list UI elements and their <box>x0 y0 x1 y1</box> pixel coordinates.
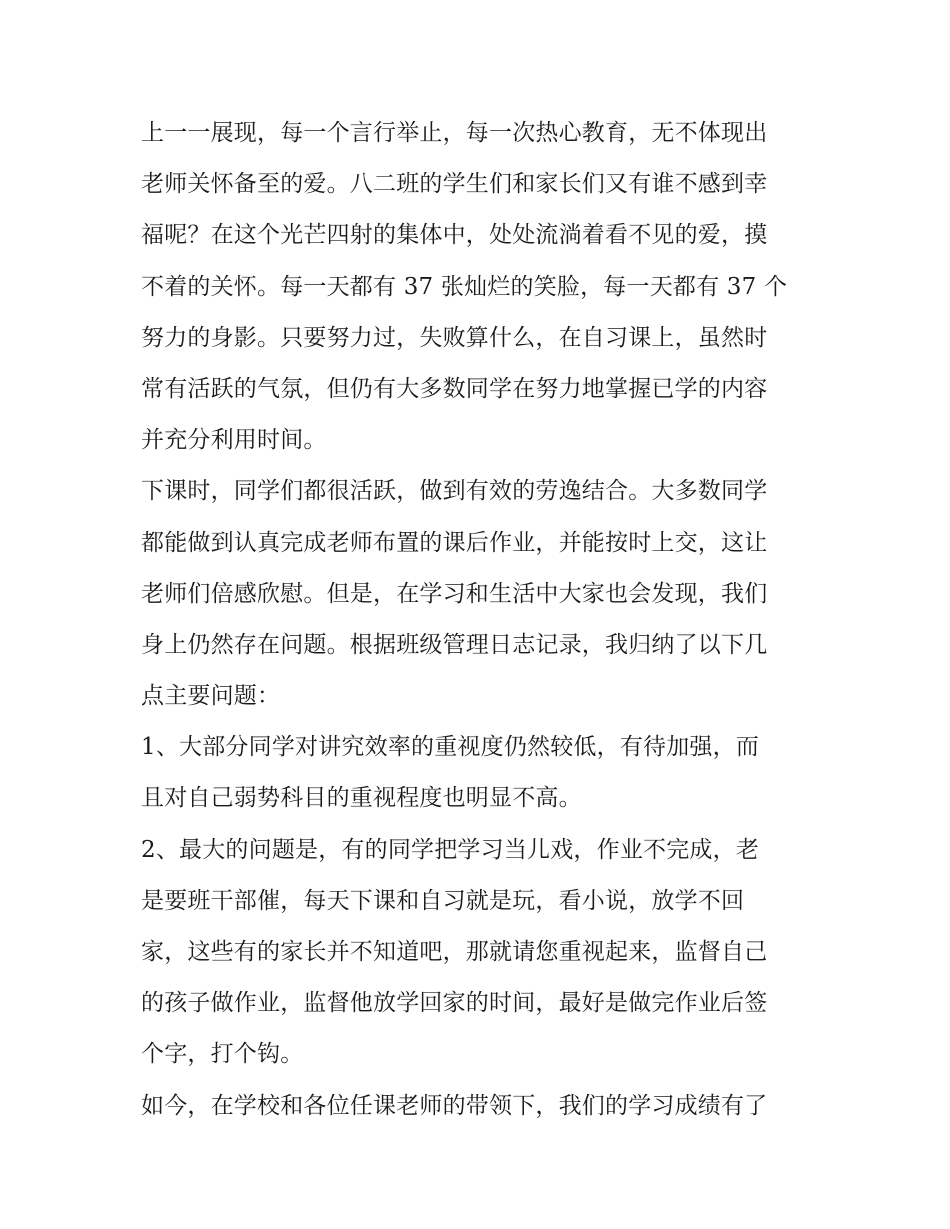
text-line: 家，这些有的家长并不知道吧，那就请您重视起来，监督自己 <box>141 939 768 965</box>
text-line: 是要班干部催，每天下课和自习就是玩，看小说，放学不回 <box>141 887 745 914</box>
text-line: 点主要问题： <box>141 683 281 710</box>
text-line: 福呢？在这个光芒四射的集体中，处处流淌着看不见的爱，摸 <box>141 222 768 249</box>
text-line: 并充分利用时间。 <box>141 427 327 454</box>
text-line: 努力的身影。只要努力过，失败算什么，在自习课上，虽然时 <box>141 324 768 351</box>
text-line: 1、大部分同学对讲究效率的重视度仍然较低，有待加强，而 <box>141 734 760 761</box>
text-line: 身上仍然存在问题。根据班级管理日志记录，我归纳了以下几 <box>141 631 768 658</box>
text-line: 下课时，同学们都很活跃，做到有效的劳逸结合。大多数同学 <box>141 478 768 505</box>
text-line: 老师关怀备至的爱。八二班的学生们和家长们又有谁不感到幸 <box>141 171 768 198</box>
text-line: 都能做到认真完成老师布置的课后作业，并能按时上交，这让 <box>141 529 768 556</box>
text-line: 老师们倍感欣慰。但是，在学习和生活中大家也会发现，我们 <box>141 580 768 607</box>
text-line: 常有活跃的气氛，但仍有大多数同学在努力地掌握已学的内容 <box>141 375 768 402</box>
text-line: 个字，打个钩。 <box>141 1041 304 1068</box>
text-line: 不着的关怀。每一天都有 37 张灿烂的笑脸，每一天都有 37 个 <box>141 273 788 300</box>
body-text <box>141 108 821 1132</box>
text-line: 的孩子做作业，监督他放学回家的时间，最好是做完作业后签 <box>141 990 768 1017</box>
text-line: 上一一展现，每一个言行举止，每一次热心教育，无不体现出 <box>141 120 768 146</box>
text-line: 2、最大的问题是，有的同学把学习当儿戏，作业不完成，老 <box>141 836 760 863</box>
text-line: 且对自己弱势科目的重视程度也明显不高。 <box>141 785 582 812</box>
text-line: 如今，在学校和各位任课老师的带领下，我们的学习成绩有了 <box>141 1092 768 1119</box>
